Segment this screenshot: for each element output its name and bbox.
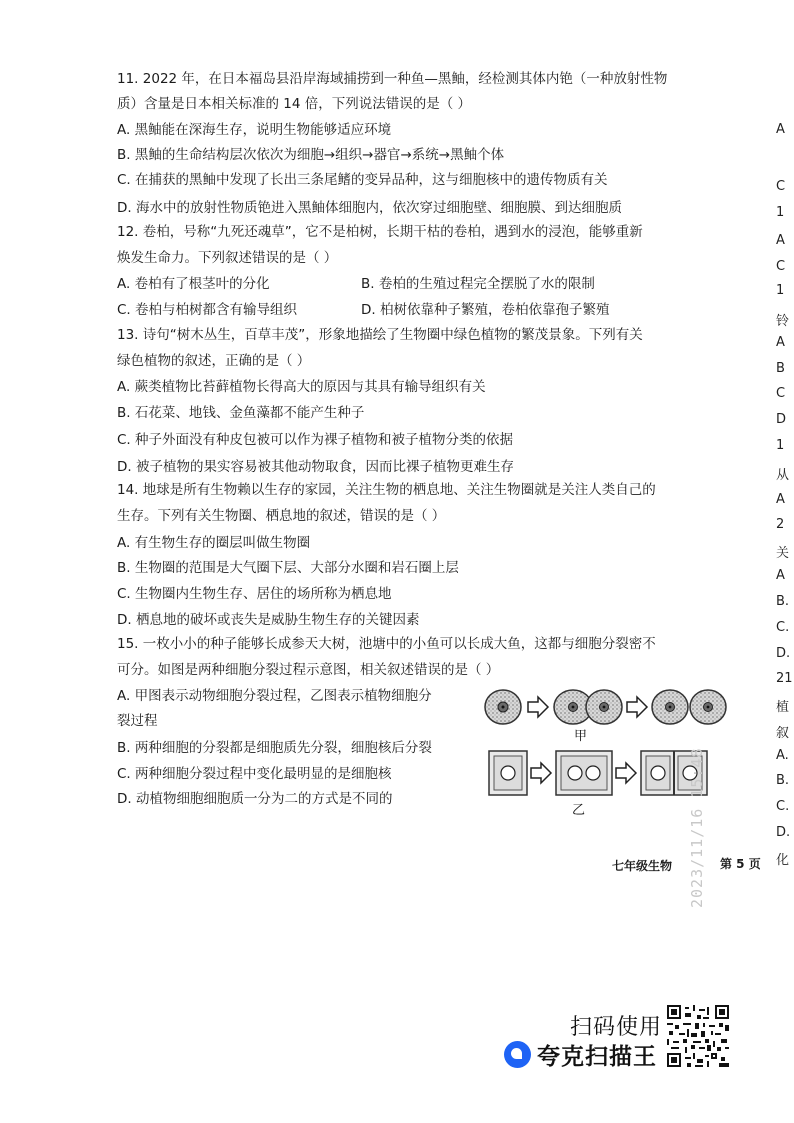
q12-stem-line1: 12. 卷柏，号称“九死还魂草”，它不是柏树，长期干枯的卷柏，遇到水的浸泡，能够重新 [117,224,643,240]
adjacent-page-edge [752,60,794,868]
edge-char: 1 [776,438,785,453]
edge-char: 1 [776,283,785,298]
q12-option-c: C. 卷柏与柏树都含有输导组织 [117,302,298,318]
q13-option-b: B. 石花菜、地钱、金鱼藻都不能产生种子 [117,405,365,421]
q13-option-d: D. 被子植物的果实容易被其他动物取食，因而比裸子植物更难生存 [117,459,514,475]
edge-char: 1 [776,205,785,220]
q15-option-a-line2: 裂过程 [117,713,158,729]
q13-option-a: A. 蕨类植物比苔藓植物长得高大的原因与其具有输导组织有关 [117,379,486,395]
arrow-icon [528,697,548,717]
edge-char: D. [776,646,791,661]
q15-option-c: C. 两种细胞分裂过程中变化最明显的是细胞核 [117,766,392,782]
scanner-brand [504,1038,657,1070]
edge-char: A [776,492,785,507]
q11-stem-line1: 11. 2022 年，在日本福岛县沿岸海域捕捞到一种鱼—黑鲉，经检测其体内铯（一种放射性物 [117,71,668,87]
q11-option-b: B. 黑鲉的生命结构层次依次为细胞→组织→器官→系统→黑鲉个体 [117,147,505,163]
edge-char: 铃 [776,314,790,329]
arrow-icon [616,763,636,783]
q13-option-c: C. 种子外面没有种皮包被可以作为裸子植物和被子植物分类的依据 [117,432,514,448]
edge-char: C [776,386,786,401]
quark-logo-icon [504,1041,531,1068]
q12-option-a: A. 卷柏有了根茎叶的分化 [117,276,270,292]
edge-char: 21 [776,671,793,686]
q15-option-b: B. 两种细胞的分裂都是细胞质先分裂，细胞核后分裂 [117,740,432,756]
animal-cell-stage-3 [652,690,726,724]
animal-cell-stage-1 [485,690,521,724]
plant-cell-stage-2 [556,751,612,795]
edge-char: A [776,233,785,248]
q11-option-a: A. 黑鲉能在深海生存，说明生物能够适应环境 [117,122,392,138]
q14-stem-line1: 14. 地球是所有生物赖以生存的家园，关注生物的栖息地、关注生物圈就是关注人类自己的 [117,482,656,498]
q14-option-a: A. 有生物生存的圈层叫做生物圈 [117,535,311,551]
edge-char: A [776,122,785,137]
q14-option-b: B. 生物圈的范围是大气圈下层、大部分水圈和岩石圈上层 [117,560,459,576]
footer-page: 第 5 页 [720,857,761,871]
qr-code-icon[interactable] [667,1005,729,1067]
animal-cell-stage-2 [554,690,622,724]
q14-stem-line2: 生存。下列有关生物圈、栖息地的叙述，错误的是（ ） [117,508,446,524]
q15-stem-line2: 可分。如图是两种细胞分裂过程示意图，相关叙述错误的是（ ） [117,662,500,678]
edge-char: C. [776,799,790,814]
edge-char: 关 [776,546,790,561]
q12-option-d: D. 柏树依靠种子繁殖，卷柏依靠孢子繁殖 [361,302,610,318]
edge-char: 植 [776,700,790,715]
q12-option-b: B. 卷柏的生殖过程完全摆脱了水的限制 [361,276,595,292]
edge-char: C [776,179,786,194]
edge-char: A [776,335,785,350]
q12-stem-line2: 焕发生命力。下列叙述错误的是（ ） [117,250,338,266]
scan-timestamp: 2023/11/16 15:48 [688,747,706,908]
q11-option-c: C. 在捕获的黑鲉中发现了长出三条尾鳍的变异品种，这与细胞核中的遗传物质有关 [117,172,608,188]
edge-char: 化 [776,853,790,868]
q11-option-d: D. 海水中的放射性物质铯进入黑鲉体细胞内，依次穿过细胞壁、细胞膜、到达细胞质 [117,200,622,216]
q15-option-d: D. 动植物细胞细胞质一分为二的方式是不同的 [117,791,393,807]
arrow-icon [627,697,647,717]
edge-char: B [776,361,785,376]
figure-label-yi: 乙 [572,803,586,818]
q11-stem-line2: 质）含量是日本相关标准的 14 倍，下列说法错误的是（ ） [117,96,472,112]
edge-char: C. [776,620,790,635]
q14-option-c: C. 生物圈内生物生存、居住的场所称为栖息地 [117,586,392,602]
edge-char: 叙 [776,726,790,741]
edge-char: D [776,412,787,427]
footer-subject: 七年级生物 [612,859,673,873]
edge-char: A [776,568,785,583]
edge-char: B. [776,594,790,609]
q14-option-d: D. 栖息地的破坏或丧失是威胁生物生存的关键因素 [117,612,420,628]
q13-stem-line1: 13. 诗句“树木丛生，百草丰茂”，形象地描绘了生物圈中绿色植物的繁茂景象。下列有关 [117,327,643,343]
q15-option-a-line1: A. 甲图表示动物细胞分裂过程，乙图表示植物细胞分 [117,688,432,704]
edge-char: A. [776,748,789,763]
edge-char: B. [776,773,790,788]
arrow-icon [531,763,551,783]
scan-caption: 扫码使用 [570,1015,663,1040]
plant-cell-stage-1 [489,751,527,795]
q13-stem-line2: 绿色植物的叙述，正确的是（ ） [117,353,311,369]
brand-name: 夸克扫描王 [537,1043,657,1070]
q15-stem-line1: 15. 一枚小小的种子能够长成参天大树，池塘中的小鱼可以长成大鱼，这都与细胞分裂密不 [117,636,656,652]
edge-char: 从 [776,468,790,483]
edge-char: D. [776,825,791,840]
edge-char: 2 [776,517,785,532]
figure-label-jia: 甲 [574,729,588,744]
edge-char: C [776,259,786,274]
